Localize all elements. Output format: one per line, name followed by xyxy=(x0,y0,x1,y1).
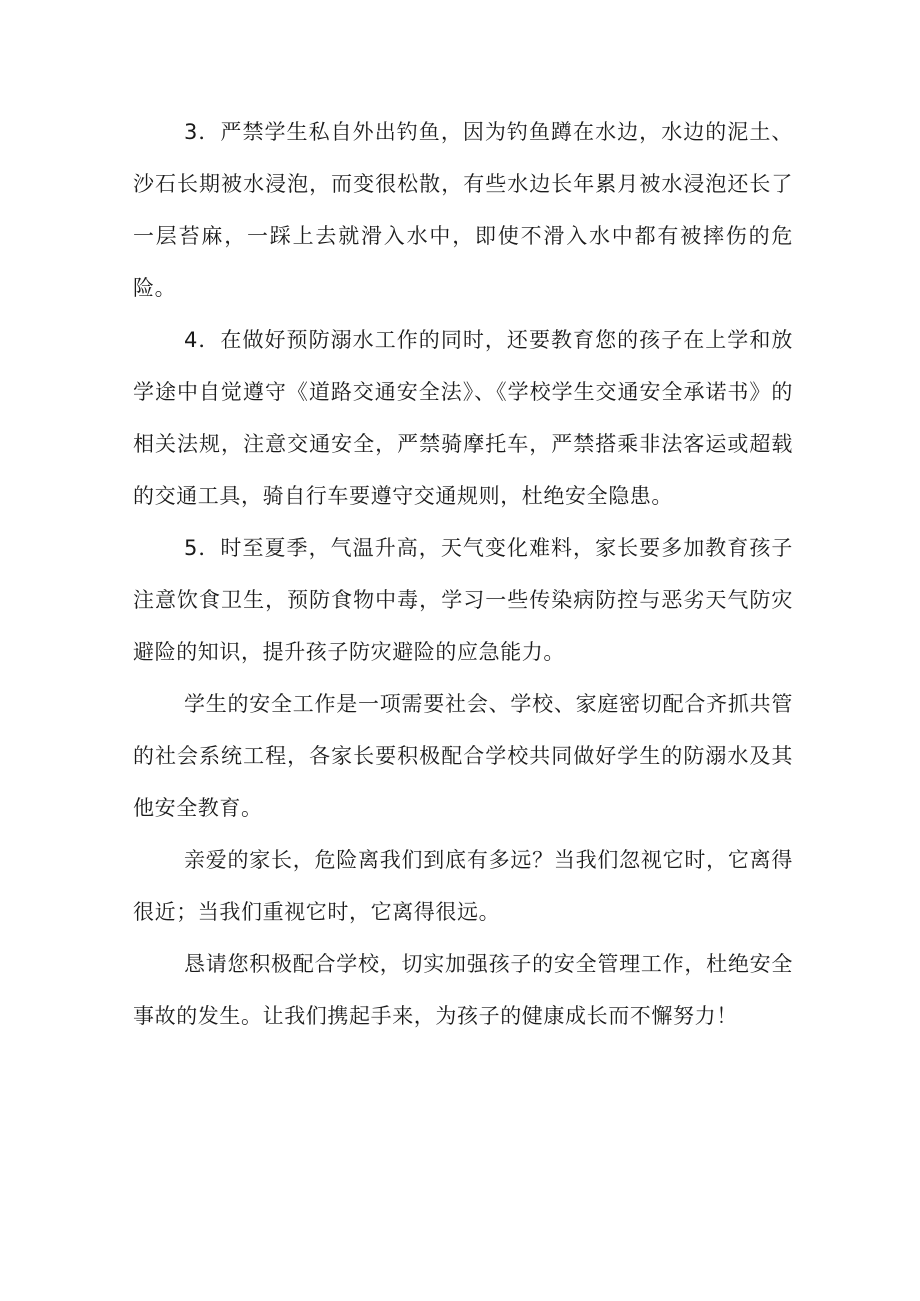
paragraph-closing-appeal: 恳请您积极配合学校，切实加强孩子的安全管理工作，杜绝安全事故的发生。让我们携起手来，为孩子的健康成长而不懈努力！ xyxy=(133,952,793,1028)
paragraph-item-3: 3．严禁学生私自外出钓鱼，因为钓鱼蹲在水边，水边的泥土、沙石长期被水浸泡，而变很松散，有些水边长年累月被水浸泡还长了一层苔麻，一踩上去就滑入水中，即使不滑入水中都有被摔伤的危险。 xyxy=(133,120,793,300)
document-body xyxy=(133,106,793,1042)
paragraph-item-4: 4．在做好预防溺水工作的同时，还要教育您的孩子在上学和放学途中自觉遵守《道路交通安全法》、《学校学生交通安全承诺书》的相关法规，注意交通安全，严禁骑摩托车，严禁搭乘非法客运或超载的交通工具，骑自行车要遵守交通规则，杜绝安全隐患。 xyxy=(133,328,793,508)
paragraph-safety-work: 学生的安全工作是一项需要社会、学校、家庭密切配合齐抓共管的社会系统工程，各家长要积极配合学校共同做好学生的防溺水及其他安全教育。 xyxy=(133,692,793,820)
paragraph-dear-parents: 亲爱的家长，危险离我们到底有多远？当我们忽视它时，它离得很近；当我们重视它时，它离得很远。 xyxy=(133,848,793,924)
paragraph-item-5: 5．时至夏季，气温升高，天气变化难料，家长要多加教育孩子注意饮食卫生，预防食物中毒，学习一些传染病防控与恶劣天气防灾避险的知识，提升孩子防灾避险的应急能力。 xyxy=(133,536,793,664)
